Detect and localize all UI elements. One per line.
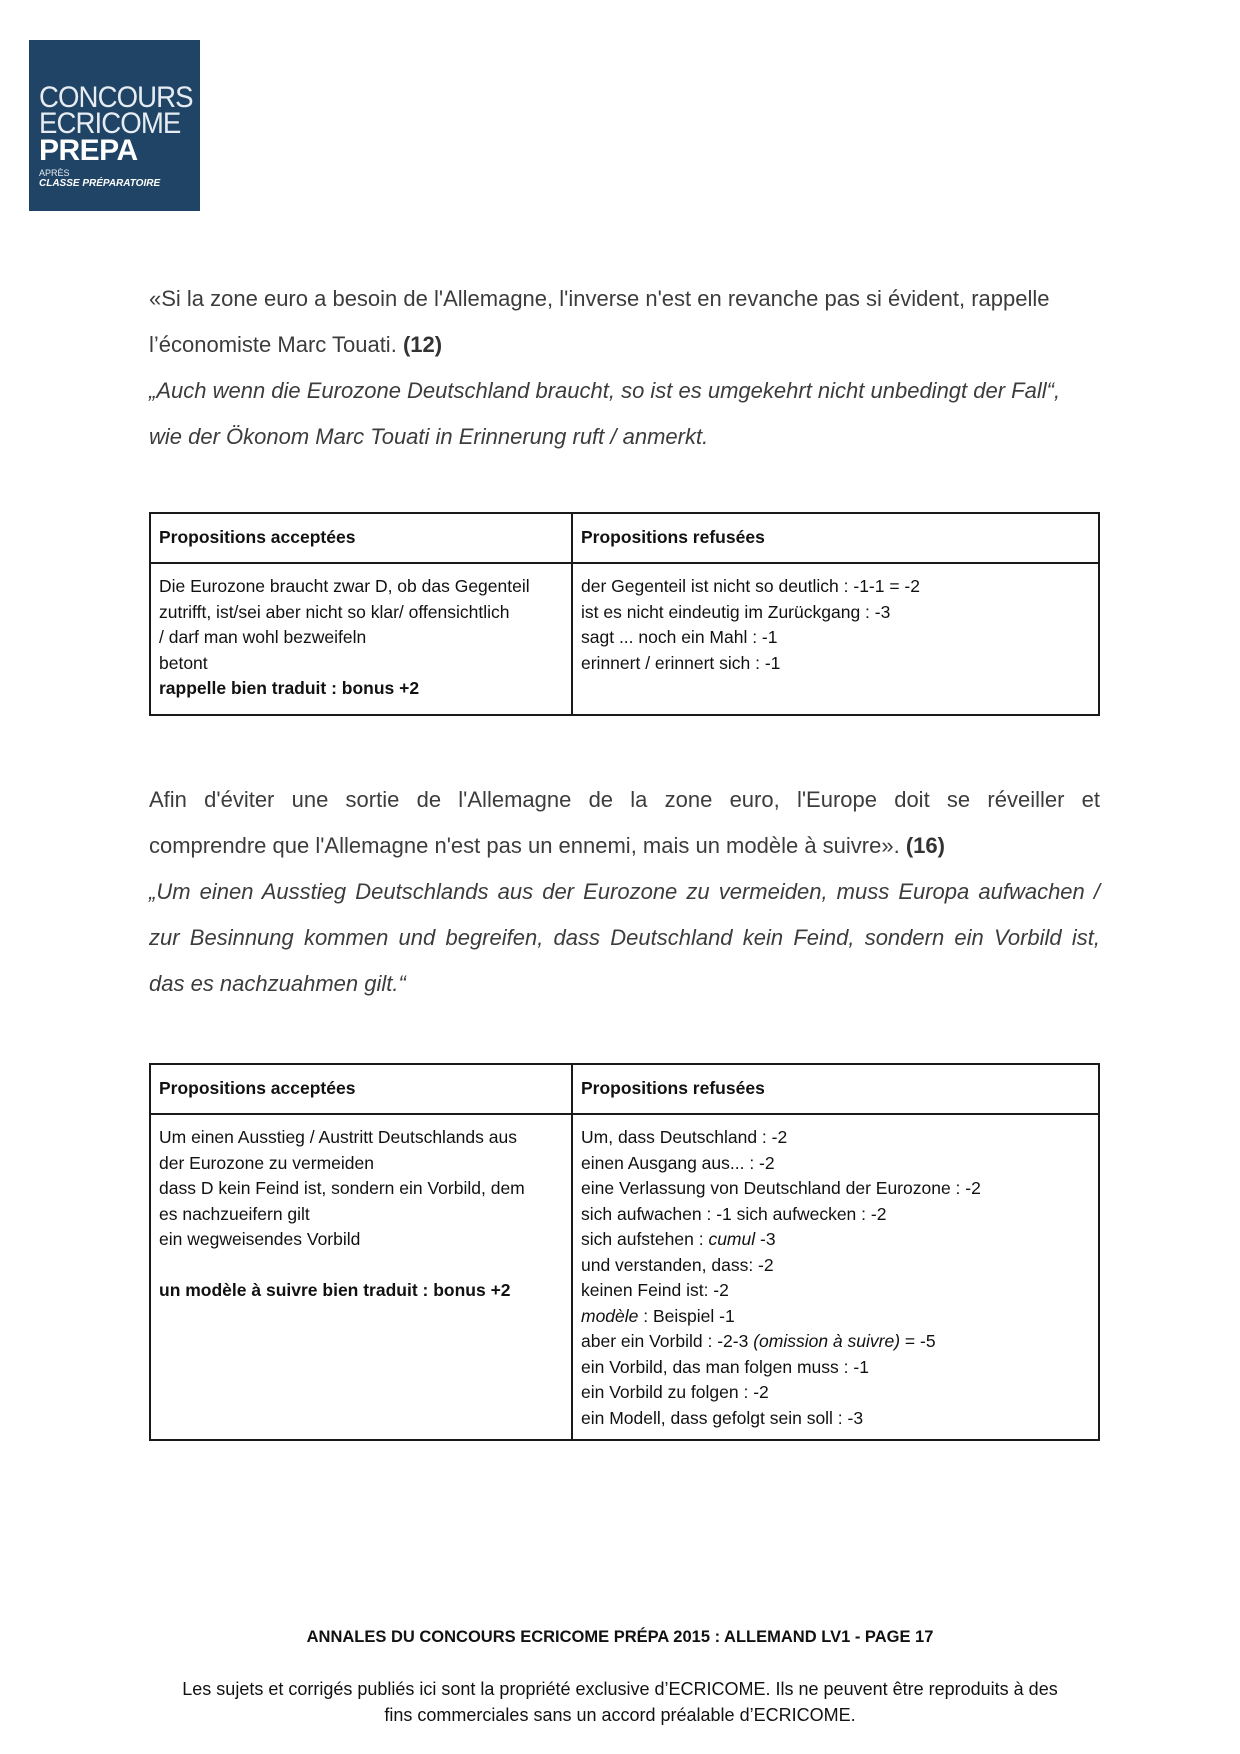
accepted-line: ein wegweisendes Vorbild (159, 1229, 361, 1249)
refused-line: ein Vorbild, das man folgen muss : -1 (581, 1356, 869, 1377)
section1-french-line1: «Si la zone euro a besoin de l'Allemagne, l'inverse n'est en revanche pas si évident, rappelle (149, 286, 1050, 311)
refused-text: aber ein Vorbild : -2-3 (581, 1331, 754, 1351)
section1-german-line1: „Auch wenn die Eurozone Deutschland braucht, so ist es umgekehrt nicht unbedingt der Fall“, (149, 378, 1061, 403)
refused-line: sich aufwachen : -1 sich aufwecken : -2 (581, 1203, 887, 1224)
refused-line (581, 1329, 1090, 1355)
refused-line: ist es nicht eindeutig im Zurückgang : -3 (581, 601, 891, 622)
section1-number: (12) (402, 332, 443, 357)
refused-line: keinen Feind ist: -2 (581, 1280, 729, 1300)
refused-emphasis: modèle (581, 1305, 639, 1326)
section1-french-line2-text: l’économiste Marc Touati. (149, 332, 397, 357)
section1-french-line2 (149, 322, 1100, 368)
header-accepted: Propositions acceptées (150, 1064, 572, 1114)
ecricome-logo (29, 40, 200, 211)
refused-cell (572, 563, 1099, 715)
refused-line: einen Ausgang aus... : -2 (581, 1152, 775, 1173)
header-refused: Propositions refusées (572, 513, 1099, 563)
section2-french-line2-text: comprendre que l'Allemagne n'est pas un ennemi, mais un modèle à suivre». (149, 833, 900, 858)
footer-copyright-note (140, 1676, 1100, 1728)
section2-french-line1: Afin d'éviter une sortie de l'Allemagne de la zone euro, l'Europe doit se réveiller et (149, 787, 1100, 812)
refused-text: sich aufstehen : (581, 1229, 709, 1249)
accepted-line: es nachzueifern gilt (159, 1203, 310, 1224)
accepted-line: zutrifft, ist/sei aber nicht so klar/ offensichtlich (159, 601, 510, 622)
accepted-line: Die Eurozone braucht zwar D, ob das Gegenteil (159, 576, 530, 596)
refused-text: : Beispiel -1 (638, 1305, 735, 1326)
refused-line: ein Vorbild zu folgen : -2 (581, 1382, 769, 1402)
refused-line: ein Modell, dass gefolgt sein soll : -3 (581, 1407, 864, 1428)
header-refused: Propositions refusées (572, 1064, 1099, 1114)
accepted-line: / darf man wohl bezweifeln (159, 627, 367, 647)
table-body-row (150, 1114, 1099, 1440)
section2-german-line2: zur Besinnung kommen und begreifen, dass Deutschland kein Feind, sondern ein Vorbild ist, (149, 925, 1100, 950)
section2-french-line2 (149, 823, 1100, 869)
accepted-cell (150, 563, 572, 715)
logo-line-ecricome: ECRICOME (39, 107, 181, 140)
refused-line: Um, dass Deutschland : -2 (581, 1127, 788, 1147)
refused-line: erinnert / erinnert sich : -1 (581, 652, 781, 673)
refused-line (581, 1304, 1090, 1330)
table-header-row (150, 513, 1099, 563)
accepted-line: dass D kein Feind ist, sondern ein Vorbild, dem (159, 1178, 525, 1198)
refused-line: und verstanden, dass: -2 (581, 1254, 774, 1275)
accepted-bonus: un modèle à suivre bien traduit : bonus +2 (159, 1280, 511, 1300)
accepted-bonus: rappelle bien traduit : bonus +2 (159, 678, 420, 698)
table-header-row (150, 1064, 1099, 1114)
logo-line-concours: CONCOURS (39, 81, 193, 114)
section2-number: (16) (905, 833, 945, 858)
refused-line: sagt ... noch ein Mahl : -1 (581, 627, 778, 647)
footer-note-line2: fins commerciales sans un accord préalable d’ECRICOME. (384, 1705, 856, 1725)
refused-line: eine Verlassung von Deutschland der Eurozone : -2 (581, 1178, 981, 1198)
accepted-line: der Eurozone zu vermeiden (159, 1152, 374, 1173)
section2-german-line3: das es nachzuahmen gilt.“ (149, 971, 406, 996)
accepted-line: Um einen Ausstieg / Austritt Deutschlands aus (159, 1127, 517, 1147)
footer-note-line1: Les sujets et corrigés publiés ici sont la propriété exclusive d’ECRICOME. Ils ne peuvent être reproduits à des (182, 1679, 1058, 1699)
refused-cell (572, 1114, 1099, 1440)
refused-emphasis: (omission à suivre) (753, 1331, 901, 1351)
blank-line (159, 1253, 563, 1279)
accepted-cell (150, 1114, 572, 1440)
refused-line: der Gegenteil ist nicht so deutlich : -1-1 = -2 (581, 576, 920, 596)
logo-line-apres: APRÈS (39, 168, 70, 178)
refused-emphasis: cumul (708, 1229, 756, 1249)
section1-table (149, 512, 1100, 716)
table-body-row (150, 563, 1099, 715)
refused-line (581, 1227, 1090, 1253)
header-accepted: Propositions acceptées (150, 513, 572, 563)
section2-text (149, 777, 1100, 1007)
section2-german-line1: „Um einen Ausstieg Deutschlands aus der Eurozone zu vermeiden, muss Europa aufwachen / (149, 879, 1100, 904)
refused-text: -3 (755, 1229, 776, 1249)
section1-german-line2: wie der Ökonom Marc Touati in Erinnerung ruft / anmerkt. (149, 424, 709, 449)
footer-title: ANNALES DU CONCOURS ECRICOME PRÉPA 2015 : ALLEMAND LV1 - PAGE 17 (306, 1628, 934, 1646)
section2-table (149, 1063, 1100, 1441)
logo-line-classe: CLASSE PRÉPARATOIRE (39, 178, 161, 189)
section1-text (149, 276, 1100, 460)
logo-line-prepa: PREPA (39, 134, 138, 167)
refused-text: = -5 (900, 1331, 936, 1351)
accepted-line: betont (159, 652, 208, 673)
